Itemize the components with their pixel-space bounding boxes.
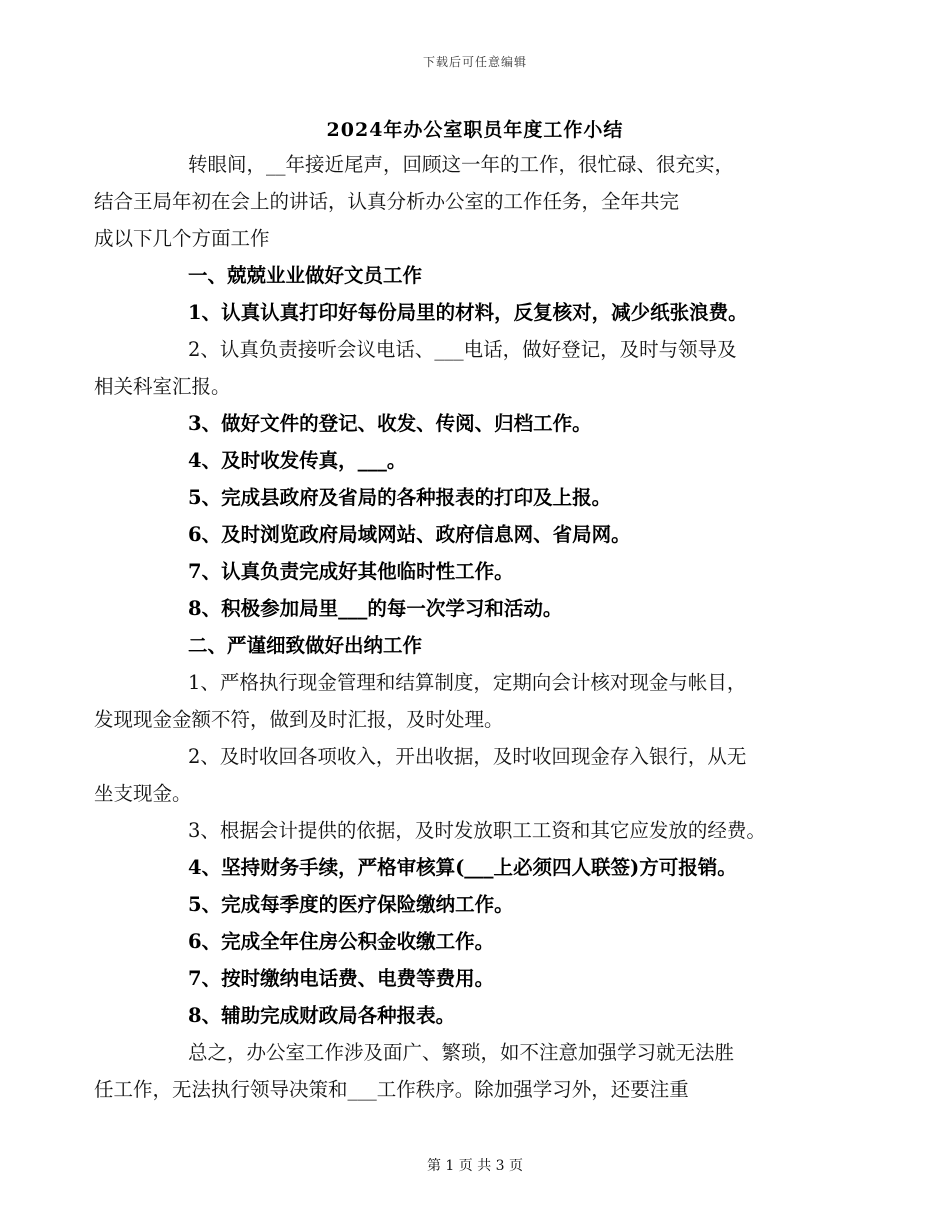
paragraph: [141, 479, 821, 516]
paragraph-line: 一、兢兢业业做好文员工作: [188, 264, 423, 287]
paragraph-line: 6、完成全年住房公积金收缴工作。: [188, 930, 495, 953]
paragraph-line: 5、完成县政府及省局的各种报表的打印及上报。: [188, 486, 612, 509]
paragraph-line: 发现现金金额不符，做到及时汇报，及时处理。: [94, 708, 504, 731]
paragraph: [141, 257, 821, 294]
paragraph-line: 8、积极参加局里___的每一次学习和活动。: [188, 597, 563, 620]
paragraph: [94, 664, 821, 738]
paragraph-line: 坐支现金。: [94, 782, 192, 805]
paragraph-line: 7、认真负责完成好其他临时性工作。: [188, 560, 514, 583]
paragraph-line: 二、严谨细致做好出纳工作: [188, 634, 423, 657]
paragraph: [141, 553, 821, 590]
paragraph: [94, 331, 821, 405]
paragraph: [94, 738, 821, 812]
paragraph-line: 4、坚持财务手续，严格审核算(___上必须四人联签)方可报销。: [188, 856, 737, 879]
paragraph-line: 2、认真负责接听会议电话、___电话，做好登记，及时与领导及: [188, 338, 737, 361]
paragraph: [141, 960, 821, 997]
paragraph-line: 转眼间，__年接近尾声，回顾这一年的工作，很忙碌、很充实，: [188, 153, 735, 176]
paragraph-line: 8、辅助完成财政局各种报表。: [188, 1004, 456, 1027]
paragraph-line: 成以下几个方面工作: [94, 227, 270, 250]
paragraph-line: 1、认真认真打印好每份局里的材料，反复核对，减少纸张浪费。: [188, 301, 748, 324]
paragraph-line: 6、及时浏览政府局域网站、政府信息网、省局网。: [188, 523, 631, 546]
paragraph-line: 2、及时收回各项收入，开出收据，及时收回现金存入银行，从无: [188, 745, 747, 768]
paragraph-line: 总之，办公室工作涉及面广、繁琐，如不注意加强学习就无法胜: [188, 1041, 735, 1064]
paragraph-line: 7、按时缴纳电话费、电费等费用。: [188, 967, 495, 990]
paragraph-line: 3、根据会计提供的依据，及时发放职工工资和其它应发放的经费。: [188, 819, 766, 842]
paragraph: [94, 1034, 821, 1108]
paragraph: [141, 812, 821, 849]
paragraph-line: 5、完成每季度的医疗保险缴纳工作。: [188, 893, 514, 916]
paragraph-line: 相关科室汇报。: [94, 375, 231, 398]
paragraph-line: 结合王局年初在会上的讲话，认真分析办公室的工作任务，全年共完: [94, 190, 680, 213]
paragraph: [141, 886, 821, 923]
page-header: 下载后可任意编辑: [422, 55, 527, 69]
paragraph: [141, 590, 821, 627]
paragraph: [141, 516, 821, 553]
paragraph: [141, 627, 821, 664]
paragraph: [141, 923, 821, 960]
paragraph: [141, 849, 821, 886]
document-title: 2024年办公室职员年度工作小结: [326, 119, 624, 141]
paragraph: [141, 405, 821, 442]
paragraph-line: 任工作，无法执行领导决策和___工作秩序。除加强学习外，还要注重: [94, 1078, 689, 1101]
paragraph: [141, 997, 821, 1034]
paragraph: [141, 294, 821, 331]
paragraph: [141, 442, 821, 479]
paragraph-line: 4、及时收发传真，___。: [188, 449, 407, 472]
paragraph-line: 1、严格执行现金管理和结算制度，定期向会计核对现金与帐目，: [188, 671, 747, 694]
paragraph-line: 3、做好文件的登记、收发、传阅、归档工作。: [188, 412, 592, 435]
page-footer: 第 1 页 共 3 页: [426, 1158, 524, 1174]
document-body: [94, 146, 821, 1108]
paragraph: [94, 146, 821, 257]
